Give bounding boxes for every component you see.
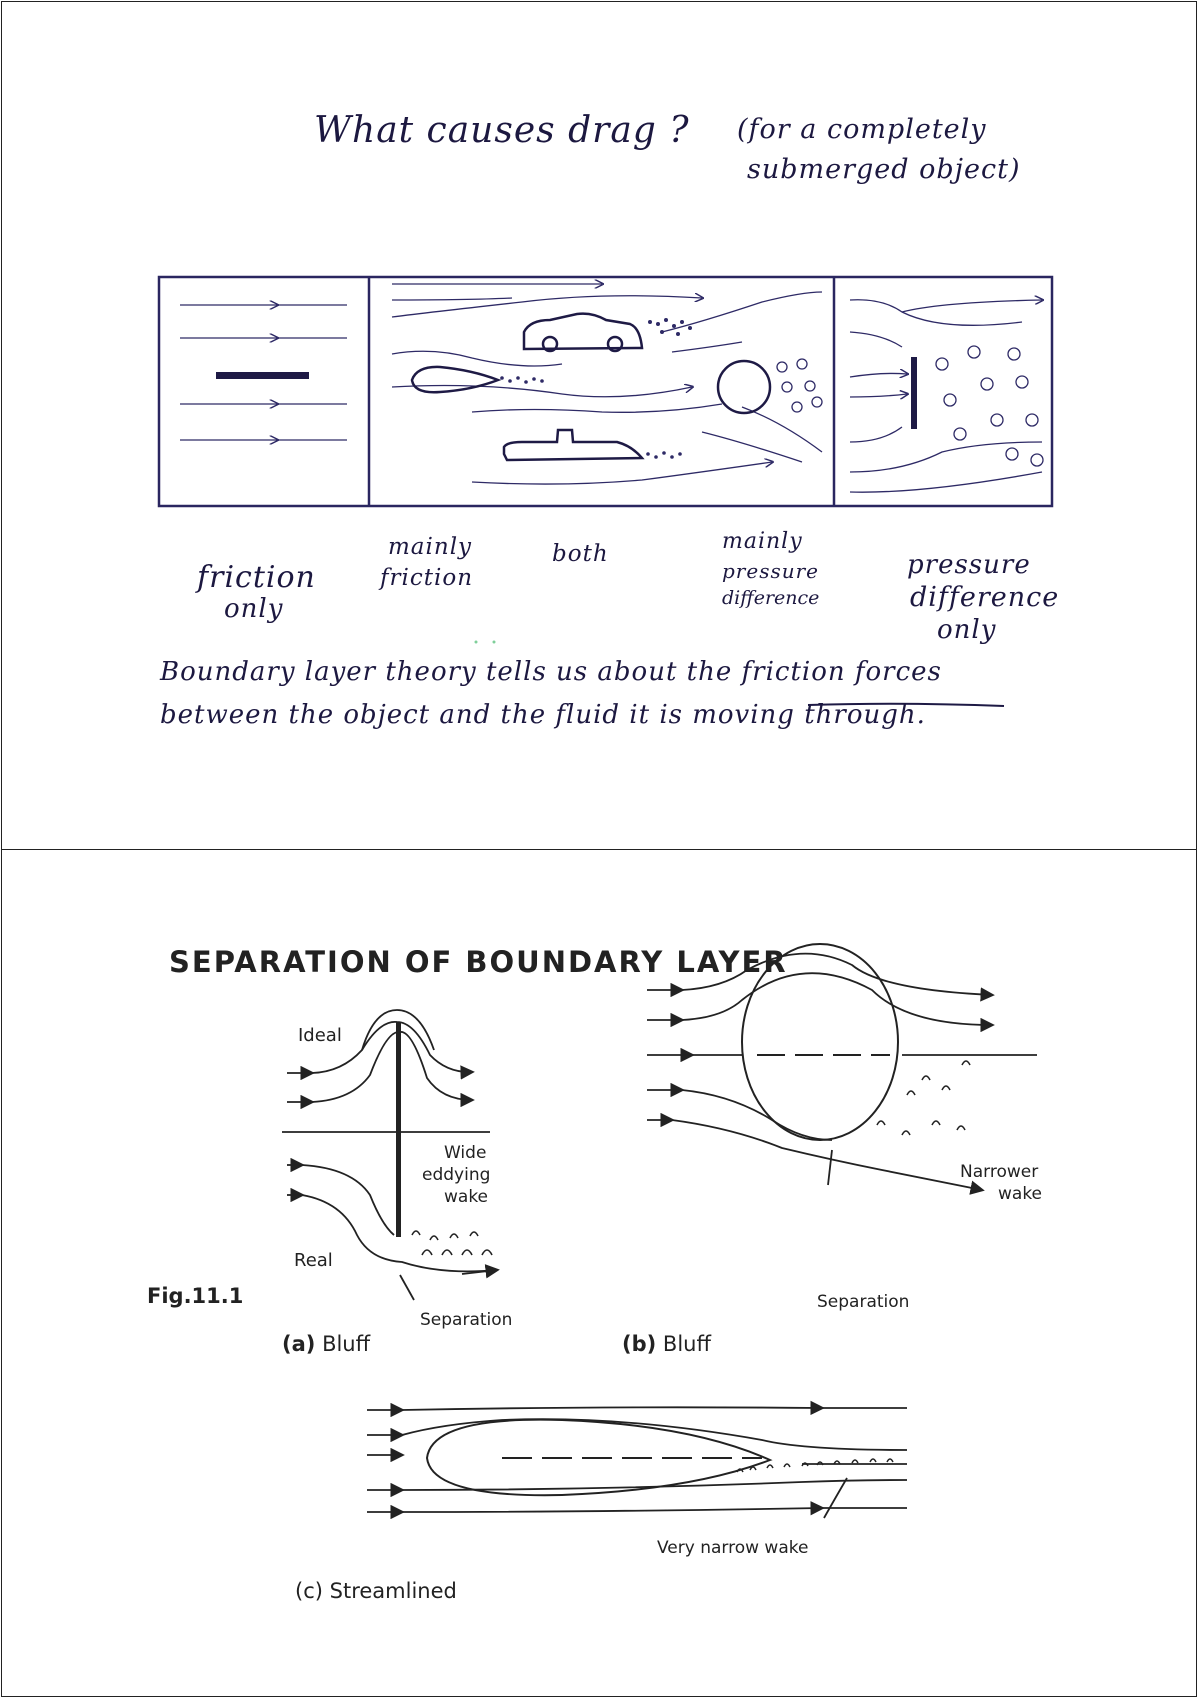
fig-c-eddies — [737, 1459, 893, 1472]
label-pressure-only-1: pressure — [907, 550, 1031, 580]
label-mainly-pressure-3: difference — [722, 587, 820, 609]
diagram-frame — [159, 277, 1052, 506]
separation-figures — [2, 850, 1198, 1698]
fig-a-eddies — [412, 1231, 492, 1255]
fig-b-caption-letter: (b) — [622, 1332, 657, 1356]
fig-c-streamlines — [367, 1407, 907, 1518]
label-mainly-pressure-1: mainly — [722, 529, 803, 554]
fig-b-streamlines — [647, 954, 1037, 1190]
fig-c-caption-letter: (c) — [295, 1579, 323, 1603]
slide-drag-causes — [1, 1, 1197, 850]
body-line-1 — [160, 657, 942, 687]
body-line-1-text: Boundary layer theory tells us about the — [160, 657, 733, 687]
fig-b-wake-1: Narrower — [960, 1162, 1039, 1182]
body-line-1-underlined: friction forces — [741, 657, 942, 687]
fig-a-plate — [396, 1022, 401, 1237]
slide2-heading: SEPARATION OF BOUNDARY LAYER — [169, 945, 788, 979]
normal-plate-icon — [911, 357, 917, 429]
submarine-icon — [504, 430, 642, 460]
fig-b-eddies — [877, 1061, 970, 1135]
fig-b-caption — [622, 1332, 711, 1356]
teardrop-wake-dots — [500, 376, 544, 384]
fig-a-caption-letter: (a) — [282, 1332, 316, 1356]
label-friction-only-2: only — [224, 594, 284, 624]
fig-c-caption-text: Streamlined — [329, 1579, 457, 1603]
fig-number: Fig.11.1 — [147, 1284, 244, 1308]
label-pressure-only-2: difference — [910, 582, 1060, 613]
body-line-2: between the object and the fluid it is moving through. — [160, 700, 926, 730]
slide-boundary-layer-separation — [1, 849, 1197, 1697]
fig-a-real: Real — [294, 1250, 333, 1271]
fig-b-separation: Separation — [817, 1292, 910, 1312]
fig-b-caption-text: Bluff — [662, 1332, 711, 1356]
submarine-wake-dots — [646, 451, 682, 459]
teardrop-icon — [412, 367, 498, 392]
label-mainly-friction-2: friction — [380, 565, 474, 591]
slide1-title-paren-2: submerged object) — [747, 154, 1021, 185]
label-pressure-only-3: only — [937, 615, 997, 645]
label-mainly-friction-1: mainly — [388, 534, 473, 560]
fig-a-caption-text: Bluff — [322, 1332, 371, 1356]
fig-c-caption — [295, 1579, 457, 1603]
fig-a-wake-3: wake — [444, 1187, 489, 1207]
slide1-title: What causes drag ? — [314, 110, 690, 151]
label-both: both — [552, 541, 609, 567]
label-friction-only-1: friction — [197, 560, 316, 595]
car-wake-dots — [648, 318, 692, 336]
sphere-icon — [718, 361, 770, 413]
fig-a-separation: Separation — [420, 1310, 513, 1330]
label-mainly-pressure-2: pressure — [722, 559, 820, 583]
fig-b-wake-2: wake — [998, 1184, 1043, 1204]
fig-a-caption — [282, 1332, 370, 1356]
car-icon — [524, 314, 642, 351]
plate-wake-eddies — [936, 346, 1043, 466]
fig-a-ideal: Ideal — [298, 1025, 342, 1046]
fig-a-wake-1: Wide — [444, 1143, 487, 1163]
flat-plate-icon — [216, 372, 309, 379]
sphere-wake-eddies — [777, 359, 822, 412]
fig-a-wake-2: eddying — [422, 1165, 491, 1185]
slide1-title-paren-1: (for a completely — [737, 114, 987, 145]
fig-c-wake: Very narrow wake — [657, 1538, 809, 1558]
